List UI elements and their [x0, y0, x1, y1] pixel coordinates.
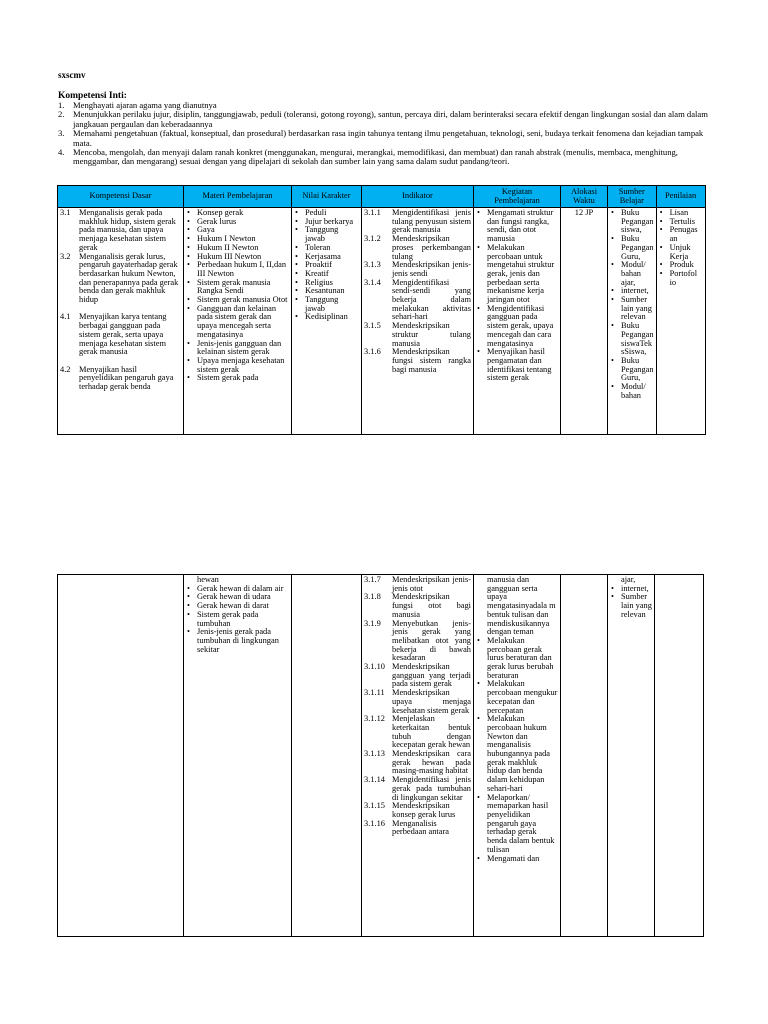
- indikator-item: [364, 802, 471, 819]
- sumber-belajar-item: • Buku Pegangan siswa,: [610, 209, 654, 235]
- kompetensi-inti-number: 3.: [58, 128, 65, 139]
- indikator-item: [364, 776, 471, 802]
- kompetensi-inti-item: [58, 148, 713, 167]
- penilaian-item: • Produk: [659, 261, 703, 270]
- rpp-table-page-2: [57, 574, 704, 937]
- kompetensi-dasar-item: [60, 209, 181, 253]
- materi-item: • Konsep gerak: [186, 209, 289, 218]
- nilai-karakter-item: • Tanggung jawab: [294, 296, 359, 313]
- nilai-karakter-item: • Jujur berkarya: [294, 218, 359, 227]
- header-sumber-belajar: Sumber Belajar: [608, 186, 657, 208]
- indikator-text: Mendeskripsikan jenis-jenis otot: [392, 575, 471, 593]
- materi-item: • Perbedaan hukum I, II,dan III Newton: [186, 261, 289, 278]
- indikator-item: [364, 593, 471, 619]
- kegiatan-item: • Melakukan percobaan hukum Newton dan menganalisis hubungannya pada gerak makhluk hidup dan benda dalam kehidupan sehari-hari: [476, 715, 558, 793]
- indikator-number: 3.1.14: [364, 775, 385, 785]
- indikator-text: Mendeskripsikan gangguan yang terjadi pada sistem gerak: [392, 662, 471, 689]
- indikator-text: Mengidentifikasi sendi-sendi yang bekerja dalam melakukan aktivitas sehari-hari: [392, 277, 471, 322]
- indikator-text: Menganalisis perbedaan antara: [392, 818, 449, 837]
- nilai-karakter-item: • Kedisiplinan: [294, 313, 359, 322]
- header-alokasi-waktu: Alokasi Waktu: [561, 186, 608, 208]
- sumber-belajar-item: • Modul/ bahan ajar,: [610, 261, 654, 287]
- indikator-item: [364, 750, 471, 776]
- sumber-belajar-item: • Modul/ bahan: [610, 383, 654, 400]
- indikator-number: 3.1.10: [364, 662, 385, 672]
- indikator-text: Mendeskripsikan fungsi otot bagi manusia: [392, 592, 471, 619]
- indikator-item: [364, 209, 471, 235]
- kompetensi-dasar-number: 4.2: [60, 364, 71, 374]
- kompetensi-inti-number: 1.: [58, 100, 65, 110]
- indikator-text: Mendeskripsikan konsep gerak lurus: [392, 801, 456, 819]
- kegiatan-item: • Mengamati struktur dan fungsi rangka, sendi, dan otot manusia: [476, 209, 558, 244]
- kompetensi-dasar-text: Menganalisis gerak lurus, pengaruh gayaterhadap gerak berdasarkan hukum Newton, dan penerapannya pada gerak benda dan gerak makhluk hidup: [79, 251, 179, 305]
- nilai-karakter-item: • Kerjasama: [294, 253, 359, 262]
- nilai-karakter-item: • Peduli: [294, 209, 359, 218]
- indikator-item: [364, 820, 471, 837]
- indikator-item: [364, 348, 471, 374]
- materi-item: • Sistem gerak manusia Otot: [186, 296, 289, 305]
- nilai-karakter-item: • Toleran: [294, 244, 359, 253]
- materi-item: • Sistem gerak pada tumbuhan: [186, 611, 289, 628]
- nilai-karakter-item: • Proaktif: [294, 261, 359, 270]
- indikator-item: [364, 689, 471, 715]
- header-materi-pembelajaran: Materi Pembelajaran: [184, 186, 292, 208]
- indikator-number: 3.1.13: [364, 749, 385, 759]
- indikator-number: 3.1.8: [364, 592, 381, 602]
- kegiatan-item: • Melakukan percobaan untuk mengetahui struktur gerak, jenis dan perbedaan serta mekanisme kerja jaringan otot: [476, 244, 558, 305]
- materi-item: • Gaya: [186, 226, 289, 235]
- penilaian-cell-cont: [655, 575, 704, 937]
- indikator-item: [364, 322, 471, 348]
- materi-continuation: hewan: [197, 575, 219, 584]
- materi-item: • Hukum II Newton: [186, 244, 289, 253]
- kompetensi-inti-item: [58, 110, 713, 129]
- indikator-item: [364, 663, 471, 689]
- sumber-belajar-item: • Buku Pegangan siswaTek sSiswa,: [610, 322, 654, 357]
- indikator-item: [364, 279, 471, 323]
- materi-item: • Hukum I Newton: [186, 235, 289, 244]
- sumber-belajar-item: • Buku Pegangan Guru,: [610, 357, 654, 383]
- indikator-number: 3.1.15: [364, 801, 385, 811]
- document-title: sxscmv: [58, 70, 86, 80]
- materi-item: • Gangguan dan kelainan pada sistem gerak dan upaya mencegah serta mengatasinya: [186, 305, 289, 340]
- kegiatan-item: • Melakukan percobaan mengukur kecepatan dan percepatan: [476, 680, 558, 715]
- materi-item: • Gerak hewan di dalam air: [186, 585, 289, 594]
- alokasi-cell: 12 JP: [561, 208, 608, 435]
- penilaian-item: • Tertulis: [659, 218, 703, 227]
- kompetensi-inti-text: Mencoba, mengolah, dan menyaji dalam ranah konkret (menggunakan, mengurai, merangkai, memodifikasi, dan membuat) dan ranah abstrak (menulis, membaca, menghitung, menggambar, dan mengarang) sesuai dengan yang dipelajari di sekolah dan sumber lain yang sama dalam sudut pandang/teori.: [73, 147, 678, 167]
- indikator-text: Menyebutkan jenis-jenis gerak yang melibatkan otot yang bekerja di bawah kesadaran: [392, 618, 471, 663]
- nilai-karakter-cell: [292, 208, 362, 435]
- materi-item: • Jenis-jenis gangguan dan kelainan sistem gerak: [186, 340, 289, 357]
- indikator-text: Mengidentifikasi jenis gerak pada tumbuhan di lingkungan sekitar: [392, 775, 471, 802]
- kompetensi-inti-text: Menunjukkan perilaku jujur, disiplin, tanggungjawab, peduli (toleransi, gotong royong), santun, percaya diri, dalam berinteraksi secara efektif dengan lingkungan sosial dan alam dalam jangkauan pergaulan dan keberadaannya: [73, 109, 708, 129]
- indikator-number: 3.1.2: [364, 234, 381, 244]
- sumber-cell-cont: [608, 575, 655, 937]
- kegiatan-continuation: manusia dan gangguan serta upaya mengatasinyadala m bentuk tulisan dan mendiskusikannya dengan teman: [487, 575, 556, 637]
- kompetensi-dasar-number: 3.1: [60, 208, 71, 217]
- nilai-karakter-item: • Tanggung jawab: [294, 226, 359, 243]
- kegiatan-item: • Mengamati dan: [476, 855, 558, 864]
- indikator-item: [364, 715, 471, 750]
- kompetensi-inti-text: Memahami pengetahuan (faktual, konseptual, dan prosedural) berdasarkan rasa ingin tahunya tentang ilmu pengetahuan, teknologi, seni, budaya terkait fenomena dan kejadian tampak mata.: [73, 128, 704, 148]
- nilai-karakter-cell-cont: [292, 575, 362, 937]
- kegiatan-cell-cont: [474, 575, 561, 937]
- penilaian-cell: [656, 208, 705, 435]
- materi-item: • Sistem gerak manusia Rangka Sendi: [186, 279, 289, 296]
- kompetensi-dasar-text: Menganalisis gerak pada makhluk hidup, sistem gerak pada manusia, dan upaya menjaga kesehatan sistem gerak: [79, 208, 176, 252]
- indikator-text: Mendeskripsikan proses perkembangan tulang: [392, 234, 471, 261]
- kompetensi-dasar-text: Menyajikan karya tentang berbagai gangguan pada sistem gerak, serta upaya menjaga kesehatan sistem gerak manusia: [79, 312, 167, 357]
- indikator-text: Mendeskripsikan cara gerak hewan pada masing-masing habitat: [392, 749, 471, 776]
- kegiatan-item: • Menyajikan hasil pengamatan dan identifikasi tentang sistem gerak: [476, 348, 558, 383]
- nilai-karakter-item: • Kesantunan: [294, 287, 359, 296]
- penilaian-item: • Penugas an: [659, 226, 703, 243]
- header-penilaian: Penilaian: [656, 186, 705, 208]
- indikator-text: Mendeskripsikan upaya menjaga kesehatan sistem gerak: [392, 688, 471, 715]
- kompetensi-dasar-number: 4.1: [60, 312, 71, 322]
- sumber-continuation: ajar,: [621, 575, 636, 584]
- indikator-number: 3.1.9: [364, 618, 381, 628]
- penilaian-item: • Lisan: [659, 209, 703, 218]
- penilaian-item: • Unjuk Kerja: [659, 244, 703, 261]
- kompetensi-inti-item: [58, 129, 713, 148]
- indikator-item: [364, 261, 471, 278]
- indikator-text: Mendeskripsikan struktur tulang manusia: [392, 321, 471, 348]
- materi-item: • Hukum III Newton: [186, 253, 289, 262]
- indikator-number: 3.1.12: [364, 714, 385, 724]
- kompetensi-dasar-number: 3.2: [60, 251, 71, 261]
- indikator-item: [364, 235, 471, 261]
- indikator-text: Mengidentifikasi jenis tulang penyusun sistem gerak manusia: [392, 208, 471, 235]
- kompetensi-dasar-text: Menyajikan hasil penyelidikan pengaruh gaya terhadap gerak benda: [79, 364, 174, 392]
- indikator-cell-cont: [362, 575, 474, 937]
- nilai-karakter-item: • Kreatif: [294, 270, 359, 279]
- header-indikator: Indikator: [362, 186, 474, 208]
- kompetensi-dasar-cell: [58, 208, 184, 435]
- kompetensi-inti-title: Kompetensi Inti:: [58, 91, 127, 101]
- kegiatan-item: • Mengidentifikasi gangguan pada sistem gerak, upaya mencegah dan cara mengatasinya: [476, 305, 558, 349]
- kompetensi-dasar-item: [60, 313, 181, 357]
- header-kompetensi-dasar: Kompetensi Dasar: [58, 186, 184, 208]
- header-kegiatan-pembelajaran: Kegiatan Pembelajaran: [474, 186, 561, 208]
- indikator-item: [364, 576, 471, 593]
- penilaian-item: • Portofol io: [659, 270, 703, 287]
- kompetensi-inti-text: Menghayati ajaran agama yang dianutnya: [73, 100, 217, 110]
- kompetensi-dasar-item: [60, 253, 181, 305]
- indikator-cell: [362, 208, 474, 435]
- header-nilai-karakter: Nilai Karakter: [292, 186, 362, 208]
- materi-item: • Sistem gerak pada: [186, 374, 289, 383]
- indikator-number: 3.1.5: [364, 321, 381, 331]
- indikator-text: Menjelaskan keterkaitan bentuk tubuh dengan kecepatan gerak hewan: [392, 714, 471, 750]
- indikator-number: 3.1.3: [364, 260, 381, 270]
- sumber-belajar-item: • internet,: [610, 585, 652, 594]
- sumber-belajar-item: • Buku Pegangan Guru,: [610, 235, 654, 261]
- indikator-item: [364, 620, 471, 664]
- nilai-karakter-item: • Religius: [294, 279, 359, 288]
- kompetensi-dasar-cell-cont: [58, 575, 184, 937]
- sumber-belajar-item: • Sumber lain yang relevan: [610, 296, 654, 322]
- rpp-table-page-1: [57, 185, 706, 435]
- sumber-belajar-item: • internet,: [610, 287, 654, 296]
- materi-item: • Upaya menjaga kesehatan sistem gerak: [186, 357, 289, 374]
- materi-item: • Gerak hewan di darat: [186, 602, 289, 611]
- indikator-number: 3.1.11: [364, 688, 385, 698]
- materi-item: • Gerak hewan di udara: [186, 593, 289, 602]
- alokasi-cell-cont: [561, 575, 608, 937]
- kegiatan-item: • Melakukan percobaan gerak lurus beraturan dan gerak lurus berubah beraturan: [476, 637, 558, 681]
- kompetensi-inti-number: 4.: [58, 147, 65, 158]
- indikator-text: Mendeskripsikan jenis-jenis sendi: [392, 260, 471, 278]
- indikator-number: 3.1.4: [364, 277, 381, 287]
- materi-cell: [184, 208, 292, 435]
- materi-item: • Jenis-jenis gerak pada tumbuhan di lingkungan sekitar: [186, 628, 289, 654]
- indikator-number: 3.1.7: [364, 575, 381, 584]
- kompetensi-dasar-item: [60, 366, 181, 392]
- kegiatan-cell: [474, 208, 561, 435]
- indikator-text: Mendeskripsikan fungsi sistem rangka bagi manusia: [392, 347, 471, 374]
- kegiatan-item: • Melaporkan/ memaparkan hasil penyelidikan pengaruh gaya terhadap gerak benda dalam bentuk tulisan: [476, 794, 558, 855]
- kompetensi-inti-list: [58, 101, 713, 167]
- materi-cell-cont: [184, 575, 292, 937]
- indikator-number: 3.1.6: [364, 347, 381, 357]
- indikator-number: 3.1.16: [364, 818, 385, 828]
- indikator-number: 3.1.1: [364, 208, 381, 217]
- sumber-belajar-item: • Sumber lain yang relevan: [610, 593, 652, 619]
- sumber-cell: [608, 208, 657, 435]
- kompetensi-inti-number: 2.: [58, 109, 65, 120]
- materi-item: • Gerak lurus: [186, 218, 289, 227]
